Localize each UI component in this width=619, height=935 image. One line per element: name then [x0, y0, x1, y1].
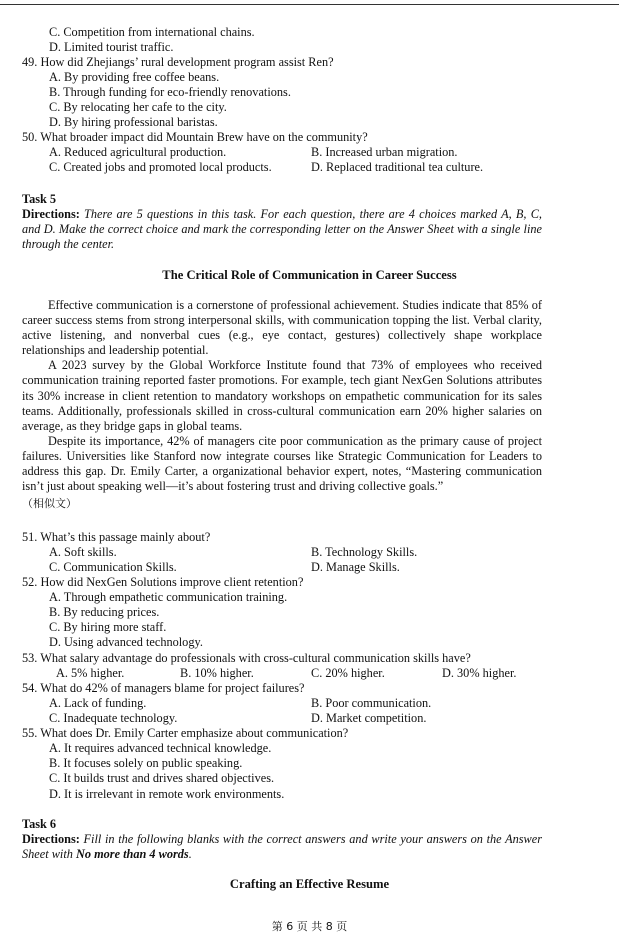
- q51-stem: 51. What’s this passage mainly about?: [22, 530, 211, 544]
- q55-option-d: D. It is irrelevant in remote work environments.: [49, 787, 285, 801]
- task5-directions: [22, 207, 542, 253]
- q48-option-c: C. Competition from international chains.: [49, 25, 255, 39]
- q55-stem: 55. What does Dr. Emily Carter emphasize about communication?: [22, 726, 349, 740]
- task6-directions-bold: No more than 4 words: [75, 847, 189, 862]
- page-footer: 第 6 页 共 8 页: [271, 920, 348, 933]
- passage-paragraph-3: Despite its importance, 42% of managers cite poor communication as the primary cause of project failures. Universities like Stanford now integrate courses like Strategic Communication for Leaders to address this gap. Dr. Emily Carter, a organizational behavior expert, notes, “Mastering communication isn’t just about speaking well—it’s about fostering trust and driving collective goals.”: [22, 433, 542, 494]
- q52-option-a: A. Through empathetic communication training.: [49, 590, 288, 604]
- q52-option-d: D. Using advanced technology.: [49, 635, 203, 649]
- task6-directions: [22, 832, 542, 862]
- q51-option-a: A. Soft skills.: [49, 545, 117, 559]
- task6-directions-text-1: Fill in the following blanks with the correct answers and write your answers on the Answer Sheet with: [22, 832, 542, 862]
- header-rule: [0, 0, 619, 5]
- q55-option-b: B. It focuses solely on public speaking.: [49, 756, 243, 770]
- q49-option-b: B. Through funding for eco-friendly renovations.: [49, 85, 291, 99]
- q52-stem: 52. How did NexGen Solutions improve client retention?: [22, 575, 304, 589]
- q52-option-b: B. By reducing prices.: [49, 605, 160, 619]
- q53-stem: 53. What salary advantage do professionals with cross-cultural communication skills have?: [22, 651, 471, 665]
- q54-option-c: C. Inadequate technology.: [49, 711, 178, 725]
- q48-option-d: D. Limited tourist traffic.: [49, 40, 174, 54]
- q49-stem: 49. How did Zhejiangs’ rural development program assist Ren?: [22, 55, 334, 69]
- q50-option-d: D. Replaced traditional tea culture.: [311, 160, 484, 174]
- task6-directions-label: Directions:: [22, 832, 80, 846]
- q49-option-c: C. By relocating her cafe to the city.: [49, 100, 227, 114]
- q51-option-d: D. Manage Skills.: [311, 560, 400, 574]
- q55-option-c: C. It builds trust and drives shared objectives.: [49, 771, 275, 785]
- q51-option-b: B. Technology Skills.: [311, 545, 418, 559]
- task6-title: Crafting an Effective Resume: [229, 877, 390, 891]
- passage-paragraph-1: Effective communication is a cornerstone of professional achievement. Studies indicate that 85% of career success stems from strong interpersonal skills, with communication topping the list. Verbal clarity, active listening, and nonverbal cues (e.g., eye contact, gestures) collectively shape workplace relationships and leadership potential.: [22, 298, 542, 358]
- task6-directions-text-2: .: [188, 847, 192, 862]
- q53-option-d: D. 30% higher.: [442, 666, 517, 680]
- q53-option-a: A. 5% higher.: [56, 666, 125, 680]
- q53-option-b: B. 10% higher.: [180, 666, 254, 680]
- q49-option-a: A. By providing free coffee beans.: [49, 70, 220, 84]
- q51-option-c: C. Communication Skills.: [49, 560, 177, 574]
- task5-directions-text: There are 5 questions in this task. For each question, there are 4 choices marked A, B, C, and D. Make the correct choice and mark the corresponding letter on the Answer Sheet with a single line through the center.: [22, 207, 542, 252]
- passage-body: [22, 298, 542, 494]
- q52-option-c: C. By hiring more staff.: [49, 620, 167, 634]
- q54-stem: 54. What do 42% of managers blame for project failures?: [22, 681, 305, 695]
- q50-option-c: C. Created jobs and promoted local products.: [49, 160, 272, 174]
- similar-text-note: （相似文）: [22, 497, 77, 510]
- task5-directions-label: Directions:: [22, 207, 80, 221]
- q50-option-b: B. Increased urban migration.: [311, 145, 458, 159]
- q49-option-d: D. By hiring professional baristas.: [49, 115, 218, 129]
- q55-option-a: A. It requires advanced technical knowledge.: [49, 741, 272, 755]
- task5-heading: Task 5: [22, 192, 57, 206]
- q50-stem: 50. What broader impact did Mountain Brew have on the community?: [22, 130, 368, 144]
- q54-option-a: A. Lack of funding.: [49, 696, 147, 710]
- q50-option-a: A. Reduced agricultural production.: [49, 145, 227, 159]
- q54-option-b: B. Poor communication.: [311, 696, 432, 710]
- passage-paragraph-2: A 2023 survey by the Global Workforce Institute found that 73% of employees who received communication training reported faster promotions. For example, tech giant NexGen Solutions attributes its 30% increase in client retention to mandatory workshops on empathetic communication for its sales teams. Additionally, professionals skilled in cross-cultural communication earn 20% higher salaries on average, as they bridge gaps in global teams.: [22, 358, 542, 433]
- q54-option-d: D. Market competition.: [311, 711, 427, 725]
- q53-option-c: C. 20% higher.: [311, 666, 385, 680]
- passage-title: The Critical Role of Communication in Career Success: [162, 268, 457, 282]
- task6-heading: Task 6: [22, 817, 57, 831]
